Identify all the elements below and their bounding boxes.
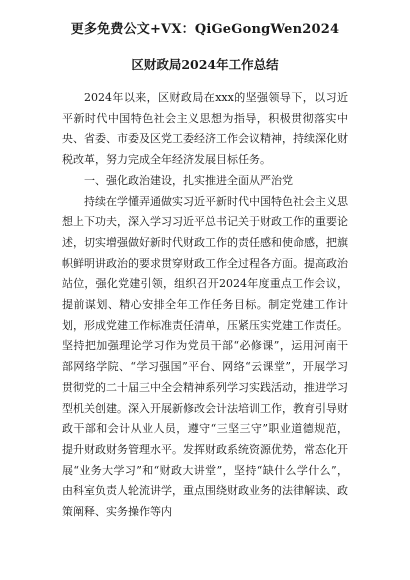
intro-paragraph: 2024年以来，区财政局在xxx的坚强领导下，以习近平新时代中国特色社会主义思想为指导，积极贯彻落实中央、省委、市委及区党工委经济工作会议精神，持续深化财税改革，努力完成全年经济发展目标任务。 [62,91,348,167]
section-heading: 一、强化政治建设，扎实推进全面从严治党 [84,173,293,187]
body-paragraph: 持续在学懂弄通做实习近平新时代中国特色社会主义思想上下功夫，深入学习习近平总书记关于财政工作的重要论述，切实增强做好新时代财政工作的责任感和使命感，把旗帜鲜明讲政治的要求贯穿财政工作全过程各方面。提高政治站位，强化党建引领，组织召开2024年度重点工作会议，提前谋划、精心安排全年工作任务目标。制定党建工作计划，形成党建工作标准责任清单，压紧压实党建工作责任。坚持把加强理论学习作为党员干部“必修课”，运用河南干部网络学院、“学习强国”平台、网络“云课堂”，开展学习贯彻党的二十届三中全会精神系列学习实践活动，推进学习型机关创建。深入开展新修改会计法培训工作，教育引导财政干部和会计从业人员，遵守“三坚三守”职业道德规范，提升财政财务管理水平。发挥财政系统资源优势，常态化开展“业务大学习”和“财政大讲堂”，坚持“缺什么学什么”，由科室负责人轮流讲学，重点围绕财政业务的法律解读、政策阐释、实务操作等内 [62,194,348,519]
document-title: 区财政局2024年工作总结 [131,57,279,72]
document-body [62,88,348,523]
promo-header: 更多免费公文+VX：QiGeGongWen2024 [70,22,340,37]
